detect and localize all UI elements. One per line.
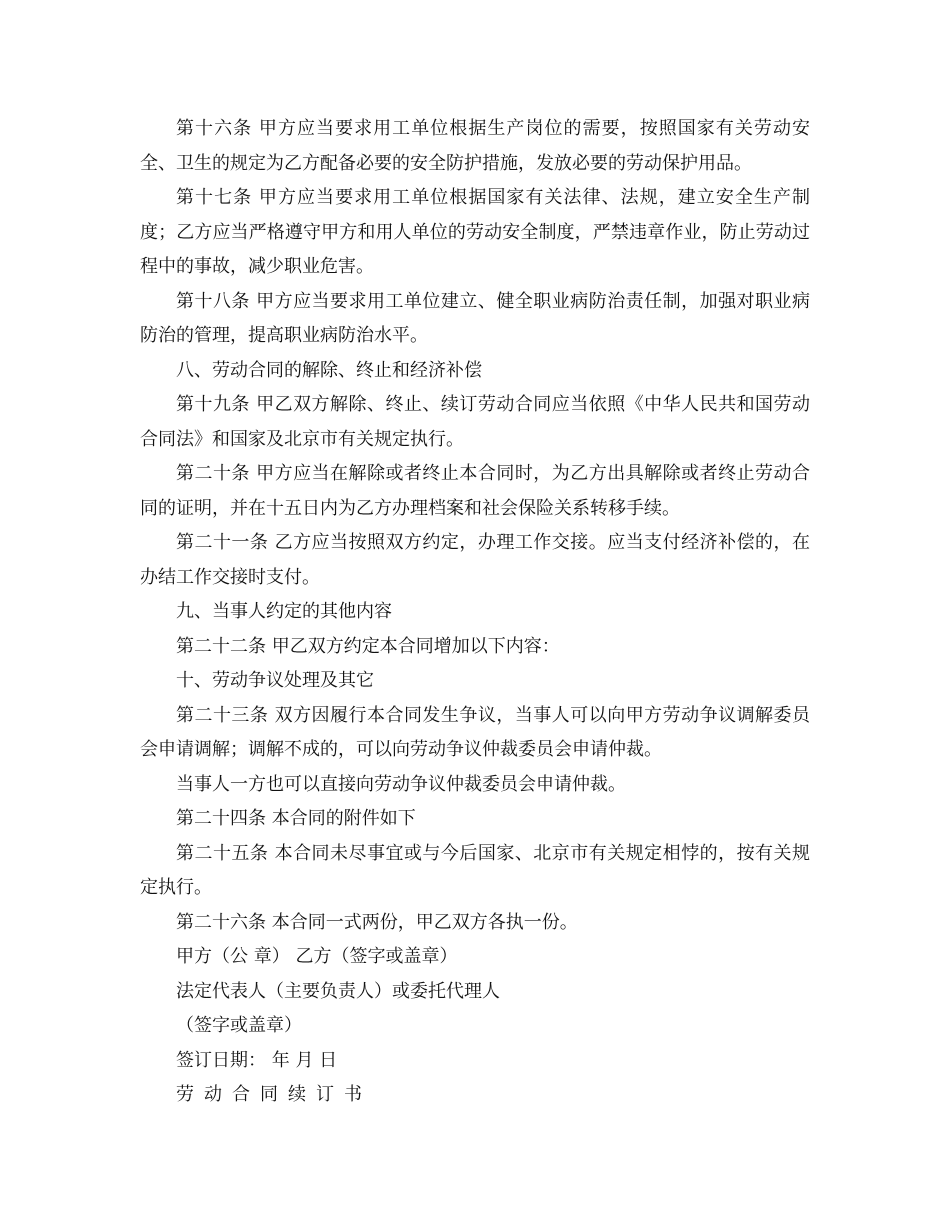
article-25: 第二十五条 本合同未尽事宜或与今后国家、北京市有关规定相悖的，按有关规定执行。 xyxy=(140,842,810,898)
arbitration-note: 当事人一方也可以直接向劳动争议仲裁委员会申请仲裁。 xyxy=(176,773,626,795)
article-16: 第十六条 甲方应当要求用工单位根据生产岗位的需要，按照国家有关劳动安全、卫生的规定为乙方配备必要的安全防护措施，发放必要的劳动保护用品。 xyxy=(140,118,810,174)
article-17: 第十七条 甲方应当要求用工单位根据国家有关法律、法规，建立安全生产制度；乙方应当严格遵守甲方和用人单位的劳动安全制度，严禁违章作业，防止劳动过程中的事故，减少职业危害。 xyxy=(140,187,810,277)
section-8-heading: 八、劳动合同的解除、终止和经济补偿 xyxy=(176,359,482,381)
article-23: 第二十三条 双方因履行本合同发生争议，当事人可以向甲方劳动争议调解委员会申请调解；调解不成的，可以向劳动争议仲裁委员会申请仲裁。 xyxy=(140,704,810,760)
section-9-heading: 九、当事人约定的其他内容 xyxy=(176,601,392,622)
legal-representative-line: 法定代表人（主要负责人）或委托代理人 xyxy=(176,980,500,1002)
document-body xyxy=(140,112,810,1113)
article-18: 第十八条 甲方应当要求用工单位建立、健全职业病防治责任制，加强对职业病防治的管理，提高职业病防治水平。 xyxy=(140,290,810,346)
signature-parties: 甲方（公 章） 乙方（签字或盖章） xyxy=(176,946,458,967)
article-26: 第二十六条 本合同一式两份，甲乙双方各执一份。 xyxy=(176,911,578,933)
renewal-title: 劳动合同续订书 xyxy=(176,1084,372,1105)
signing-date: 签订日期： 年 月 日 xyxy=(176,1049,338,1071)
article-19: 第十九条 甲乙双方解除、终止、续订劳动合同应当依照《中华人民共和国劳动合同法》和国家及北京市有关规定执行。 xyxy=(140,394,810,450)
signature-note: （签字或盖章） xyxy=(176,1015,302,1036)
article-22: 第二十二条 甲乙双方约定本合同增加以下内容： xyxy=(176,635,560,657)
article-21: 第二十一条 乙方应当按照双方约定，办理工作交接。应当支付经济补偿的，在办结工作交接时支付。 xyxy=(140,532,810,588)
section-10-heading: 十、劳动争议处理及其它 xyxy=(176,670,374,691)
article-20: 第二十条 甲方应当在解除或者终止本合同时，为乙方出具解除或者终止劳动合同的证明，并在十五日内为乙方办理档案和社会保险关系转移手续。 xyxy=(140,463,810,519)
article-24: 第二十四条 本合同的附件如下 xyxy=(176,808,416,829)
